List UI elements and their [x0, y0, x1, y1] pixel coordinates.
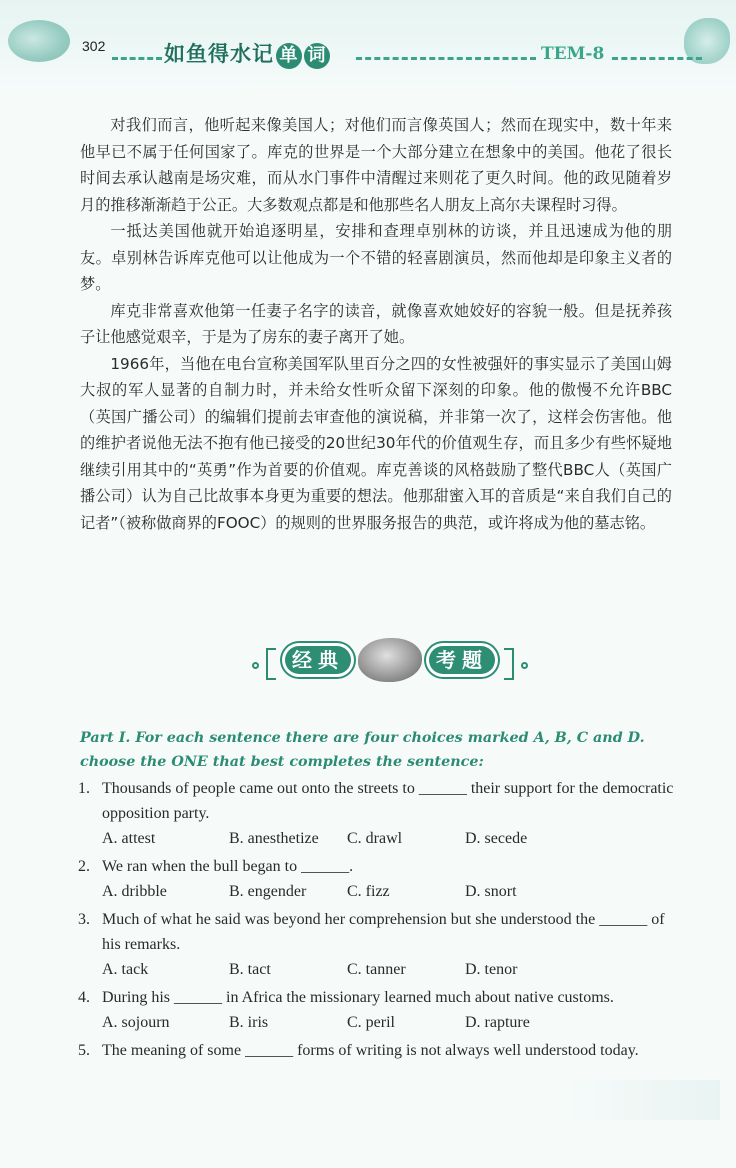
translation-body — [80, 112, 672, 536]
choice-row — [78, 957, 678, 983]
question-stem: Much of what he said was beyond her comprehension but she understood the ______ of his remarks. — [102, 911, 665, 953]
page-header — [0, 0, 736, 90]
paragraph: 一抵达美国他就开始追逐明星，安排和查理卓别林的访谈，并且迅速成为他的朋友。卓别林告诉库克他可以让他成为一个不错的轻喜剧演员，然而他却是印象主义者的梦。 — [80, 222, 672, 293]
section-title-right: 考题 — [426, 643, 498, 677]
choice-d: D. secede — [465, 830, 528, 847]
paragraph: 1966年，当他在电台宣称美国军队里百分之四的女性被强奸的事实显示了美国山姆大叔的军人显著的自制力时，并未给女性听众留下深刻的印象。他的傲慢不允许BBC（英国广播公司）的编辑们提前去审查他的演说稿，并非第一次了，这样会伤害他。他的维护者说他无法不抱有他已接受的20世纪30年代的价值观生存，而且多少有些怀疑地继续引用其中的“英勇”作为首要的价值观。库克善谈的风格鼓励了整代BBC人（英国广播公司）认为自己比故事本身更为重要的想法。他那甜蜜入耳的音质是“来自我们自己的记者”（被称做商界的FOOC）的规则的世界服务报告的典范，或许将成为他的墓志铭。 — [80, 354, 672, 532]
question-item — [78, 776, 678, 852]
choice-d: D. rapture — [465, 1014, 530, 1031]
book-title-main: 如鱼得水记 — [164, 42, 274, 66]
banner-bracket — [504, 648, 514, 680]
question-number: 1. — [78, 780, 90, 797]
choice-c: C. peril — [347, 1014, 395, 1031]
choice-c: C. tanner — [347, 961, 406, 978]
question-item — [78, 985, 678, 1036]
choice-row — [78, 826, 678, 852]
choice-b: B. tact — [229, 961, 271, 978]
book-title-badge: 词 — [304, 43, 330, 69]
choice-a: A. sojourn — [102, 1014, 170, 1031]
paragraph: 库克非常喜欢他第一任妻子名字的读音，就像喜欢她姣好的容貌一般。但是抚养孩子让他感觉艰辛，于是为了房东的妻子离开了她。 — [80, 301, 672, 346]
book-title-badge: 单 — [276, 43, 302, 69]
question-stem: Thousands of people came out onto the streets to ______ their support for the democratic opposition party. — [102, 780, 674, 822]
question-number: 5. — [78, 1042, 90, 1059]
question-stem: During his ______ in Africa the missionary learned much about native customs. — [102, 989, 614, 1006]
choice-b: B. engender — [229, 883, 307, 900]
choice-c: C. fizz — [347, 883, 390, 900]
banner-bracket — [266, 648, 276, 680]
choice-c: C. drawl — [347, 830, 403, 847]
choice-b: B. iris — [229, 1014, 269, 1031]
section-banner — [250, 630, 530, 688]
question-number: 3. — [78, 911, 90, 928]
question-list — [78, 776, 678, 1063]
fish-decoration-icon — [8, 20, 70, 62]
series-label: TEM-8 — [541, 44, 605, 64]
banner-dot — [252, 662, 259, 669]
choice-row — [78, 1010, 678, 1036]
question-number: 2. — [78, 858, 90, 875]
choice-a: A. attest — [102, 830, 156, 847]
fish-icon — [358, 638, 422, 682]
choice-d: D. snort — [465, 883, 517, 900]
page-bleed-through — [560, 1080, 720, 1120]
header-dash-line — [356, 57, 536, 60]
question-item — [78, 1038, 678, 1063]
header-dash-line — [612, 57, 702, 60]
choice-a: A. dribble — [102, 883, 167, 900]
question-item — [78, 907, 678, 983]
question-stem: We ran when the bull began to ______. — [102, 858, 354, 875]
choice-d: D. tenor — [465, 961, 518, 978]
question-number: 4. — [78, 989, 90, 1006]
banner-dot — [521, 662, 528, 669]
section-title-left: 经典 — [282, 643, 354, 677]
question-stem: The meaning of some ______ forms of writing is not always well understood today. — [102, 1042, 639, 1059]
choice-row — [78, 879, 678, 905]
part-heading: Part I. For each sentence there are four choices marked A, B, C and D. choose the ONE that best completes the sentence: — [80, 730, 645, 770]
header-dash-line — [112, 57, 162, 60]
choice-b: B. anesthetize — [229, 830, 319, 847]
book-title — [164, 38, 330, 69]
paragraph: 对我们而言，他听起来像美国人；对他们而言像英国人；然而在现实中，数十年来他早已不属于任何国家了。库克的世界是一个大部分建立在想象中的美国。他花了很长时间去承认越南是场灾难，而从水门事件中清醒过来则花了更久时间。他的政见随着岁月的推移渐渐趋于公正。大多数观点都是和他那些名人朋友上高尔夫课程时习得。 — [80, 116, 672, 214]
page-number: 302 — [82, 38, 106, 54]
question-item — [78, 854, 678, 905]
choice-a: A. tack — [102, 961, 149, 978]
